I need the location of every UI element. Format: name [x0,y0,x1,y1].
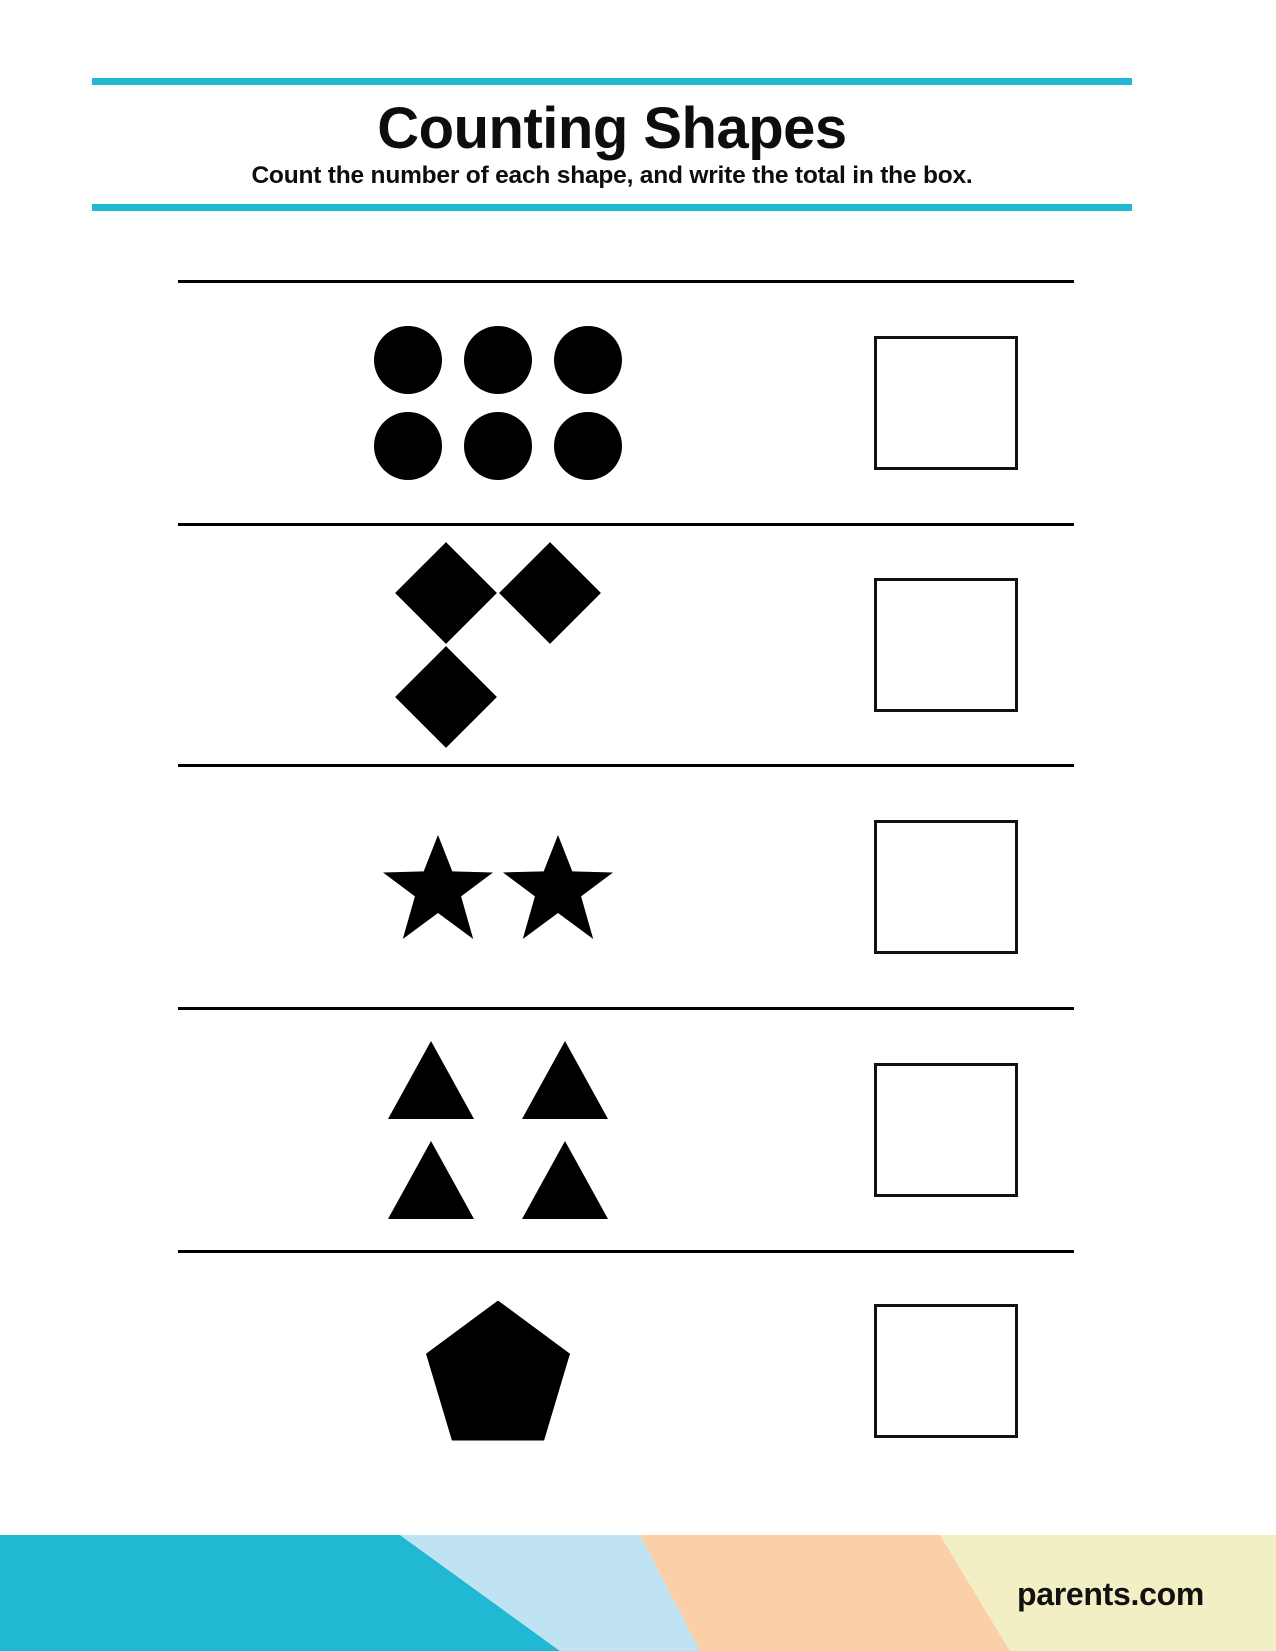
answer-box-triangles[interactable] [874,1063,1018,1197]
shapes-cell-triangles [178,1041,818,1219]
circle-shape [554,326,622,394]
answer-cell-stars [818,820,1074,954]
answer-cell-pentagon [818,1304,1074,1438]
circle-shape [374,412,442,480]
diamond-shape [499,542,601,644]
header-rule-bottom [92,204,1132,211]
triangle-group [373,1041,623,1219]
pentagon-shape [426,1301,570,1441]
worksheet-header [92,78,1132,211]
diamond-shape [395,646,497,748]
table-row-stars [178,767,1074,1007]
shapes-cell-stars [178,835,818,939]
table-row-diamonds [178,526,1074,764]
circle-shape [554,412,622,480]
diamond-slot [394,541,498,645]
circle-shape [464,412,532,480]
answer-cell-diamonds [818,578,1074,712]
table-row-circles [178,283,1074,523]
answer-box-circles[interactable] [874,336,1018,470]
worksheet-rows [178,280,1074,1488]
answer-cell-circles [818,336,1074,470]
answer-cell-triangles [818,1063,1074,1197]
shapes-cell-diamonds [178,541,818,749]
instructions-text: Count the number of each shape, and write the total in the box. [251,161,973,189]
brand-label: parents.com [1017,1576,1204,1612]
triangle-shape [388,1041,474,1119]
triangle-shape [388,1141,474,1219]
diamond-slot [394,645,498,749]
answer-box-diamonds[interactable] [874,578,1018,712]
header-rule-top [92,78,1132,85]
answer-box-pentagon[interactable] [874,1304,1018,1438]
circle-group [348,326,648,480]
diamond-group [378,541,618,749]
star-shape [383,835,493,939]
triangle-shape [522,1041,608,1119]
shapes-cell-circles [178,326,818,480]
answer-box-stars[interactable] [874,820,1018,954]
star-shape [503,835,613,939]
table-row-triangles [178,1010,1074,1250]
star-group [338,835,658,939]
triangle-shape [522,1141,608,1219]
footer-band [0,1495,1276,1651]
circle-shape [464,326,532,394]
table-row-pentagon [178,1253,1074,1488]
diamond-shape [395,542,497,644]
footer-graphic [0,1495,1276,1651]
page-title: Counting Shapes [377,96,847,161]
shapes-cell-pentagon [178,1301,818,1441]
pentagon-group [426,1301,570,1441]
diamond-slot [498,541,602,645]
circle-shape [374,326,442,394]
